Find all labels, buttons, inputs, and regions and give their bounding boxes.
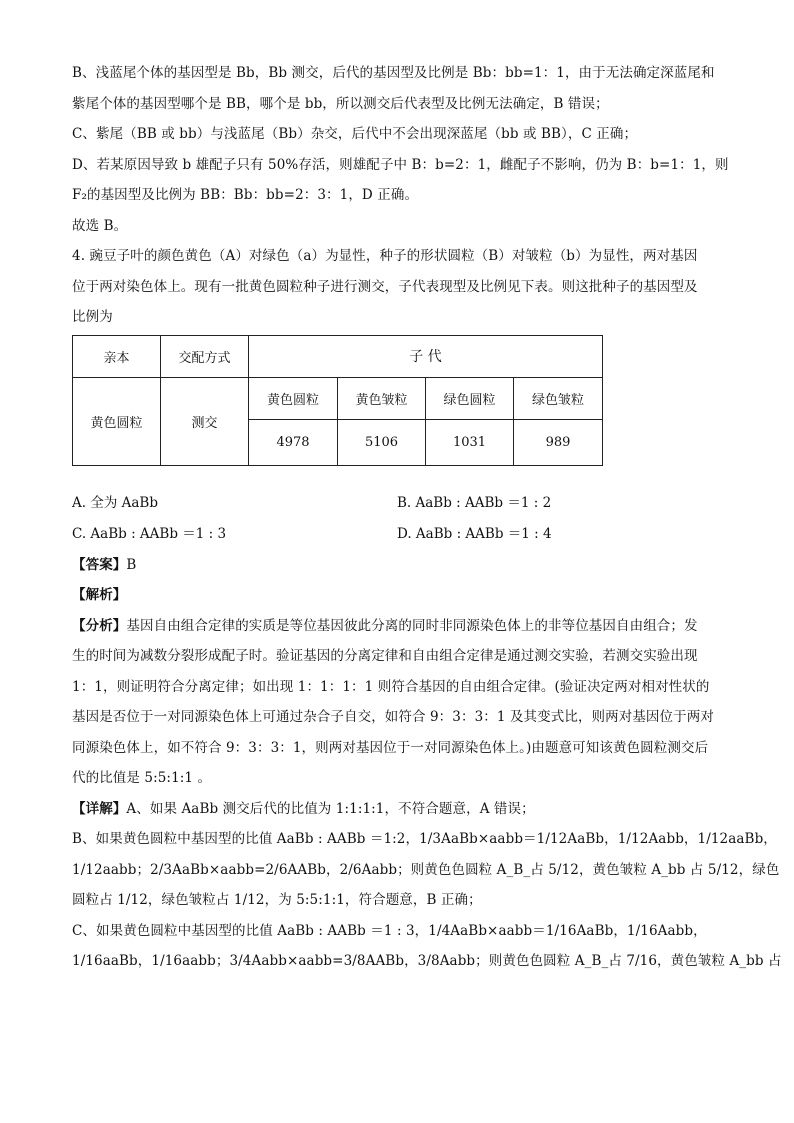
phenotype-cell: 黄色皱粒 [338, 377, 426, 419]
option-a: A. 全为 AaBb [72, 494, 158, 511]
prev-option-c: C、紫尾（BB 或 bb）与浅蓝尾（Bb）杂交，后代中不会出现深蓝尾（bb 或 BB），C 正确； [72, 126, 638, 142]
prev-option-d: D、若某原因导致 b 雄配子只有 50%存活，则雄配子中 B：b=2：1，雌配子不影响，仍为 B：b=1：1，则 [72, 156, 729, 173]
option-b: B. AaBb : AABb ＝1 : 2 [397, 494, 552, 511]
count-cell: 5106 [338, 419, 426, 465]
answer-options [72, 488, 722, 550]
header-cross: 交配方式 [161, 335, 249, 377]
answer-line [72, 550, 722, 581]
phenotype-cell: 黄色圆粒 [249, 377, 338, 419]
analysis-intro-label: 【分析】 [72, 617, 127, 634]
parent-value: 黄色圆粒 [73, 377, 161, 465]
question-line-1: 4. 豌豆子叶的颜色黄色（A）对绿色（a）为显性，种子的形状圆粒（B）对皱粒（b）为显性，两对基因 [72, 248, 698, 264]
header-offspring: 子 代 [249, 335, 603, 377]
count-cell: 4978 [249, 419, 338, 465]
detail-a-text: A、如果 AaBb 测交后代的比值为 1:1:1:1，不符合题意，A 错误； [126, 800, 535, 817]
question-line-3: 比例为 [72, 309, 113, 325]
analysis-intro-2: 生的时间为减数分裂形成配子时。验证基因的分离定律和自由组合定律是通过测交实验，若测交实验出现 [72, 648, 698, 664]
analysis-intro-text: 基因自由组合定律的实质是等位基因彼此分离的同时非同源染色体上的非等位基因自由组合；发 [126, 617, 698, 634]
analysis-intro-1 [72, 611, 722, 642]
data-table [72, 335, 603, 466]
prev-option-d-cont: F₂的基因型及比例为 BB：Bb：bb=2：3：1，D 正确。 [72, 187, 419, 203]
detail-b-line-3: 圆粒占 1/12，绿色皱粒占 1/12，为 5:5:1:1，符合题意，B 正确； [72, 892, 482, 908]
detail-a-line [72, 794, 722, 825]
header-parent: 亲本 [73, 335, 161, 377]
detail-c-line-1: C、如果黄色圆粒中基因型的比值 AaBb : AABb ＝1 : 3，1/4AaBb×aabb＝1/16AaBb，1/16Aabb， [72, 922, 707, 939]
detail-b-line-1: B、如果黄色圆粒中基因型的比值 AaBb : AABb ＝1:2，1/3AaBb×aabb＝1/12AaBb，1/12Aabb，1/12aaBb， [72, 831, 777, 847]
detail-c-line-2: 1/16aaBb，1/16aabb；3/4Aabb×aabb=3/8AABb，3/8Aabb；则黄色色圆粒 A_B_占 7/16，黄色皱粒 A_bb 占 [72, 953, 782, 969]
count-cell: 1031 [426, 419, 514, 465]
detail-label: 【详解】 [72, 800, 127, 817]
answer-label: 【答案】 [72, 556, 127, 573]
question-line-2: 位于两对染色体上。现有一批黄色圆粒种子进行测交，子代表现型及比例见下表。则这批种子的基因型及 [72, 278, 698, 295]
cross-value: 测交 [161, 377, 249, 465]
prev-option-b-cont: 紫尾个体的基因型哪个是 BB，哪个是 bb，所以测交后代表型及比例无法确定，B 错误； [72, 95, 609, 112]
option-c: C. AaBb : AABb ＝1 : 3 [72, 525, 227, 542]
option-d: D. AaBb : AABb ＝1 : 4 [397, 525, 552, 542]
analysis-heading: 【解析】 [72, 587, 127, 603]
analysis-intro-3: 1：1，则证明符合分离定律；如出现 1：1：1：1 则符合基因的自由组合定律。(验证决定两对相对性状的 [72, 678, 710, 695]
phenotype-cell: 绿色皱粒 [514, 377, 603, 419]
prev-conclusion: 故选 B。 [72, 217, 128, 234]
analysis-intro-4: 基因是否位于一对同源染色体上可通过杂合子自交，如符合 9：3：3：1 及其变式比，则两对基因位于两对 [72, 709, 714, 725]
document-page [72, 58, 782, 977]
analysis-intro-6: 代的比值是 5:5:1:1 。 [72, 770, 212, 786]
phenotype-cell: 绿色圆粒 [426, 377, 514, 419]
count-cell: 989 [514, 419, 603, 465]
analysis-intro-5: 同源染色体上，如不符合 9：3：3：1，则两对基因位于一对同源染色体上。)由题意可知该黄色圆粒测交后 [72, 739, 709, 756]
answer-value: B [126, 556, 137, 573]
detail-b-line-2: 1/12aabb；2/3AaBb×aabb=2/6AABb，2/6Aabb；则黄色色圆粒 A_B_占 5/12，黄色皱粒 A_bb 占 5/12，绿色 [72, 861, 780, 878]
prev-option-b: B、浅蓝尾个体的基因型是 Bb，Bb 测交，后代的基因型及比例是 Bb：bb=1：1，由于无法确定深蓝尾和 [72, 65, 715, 81]
